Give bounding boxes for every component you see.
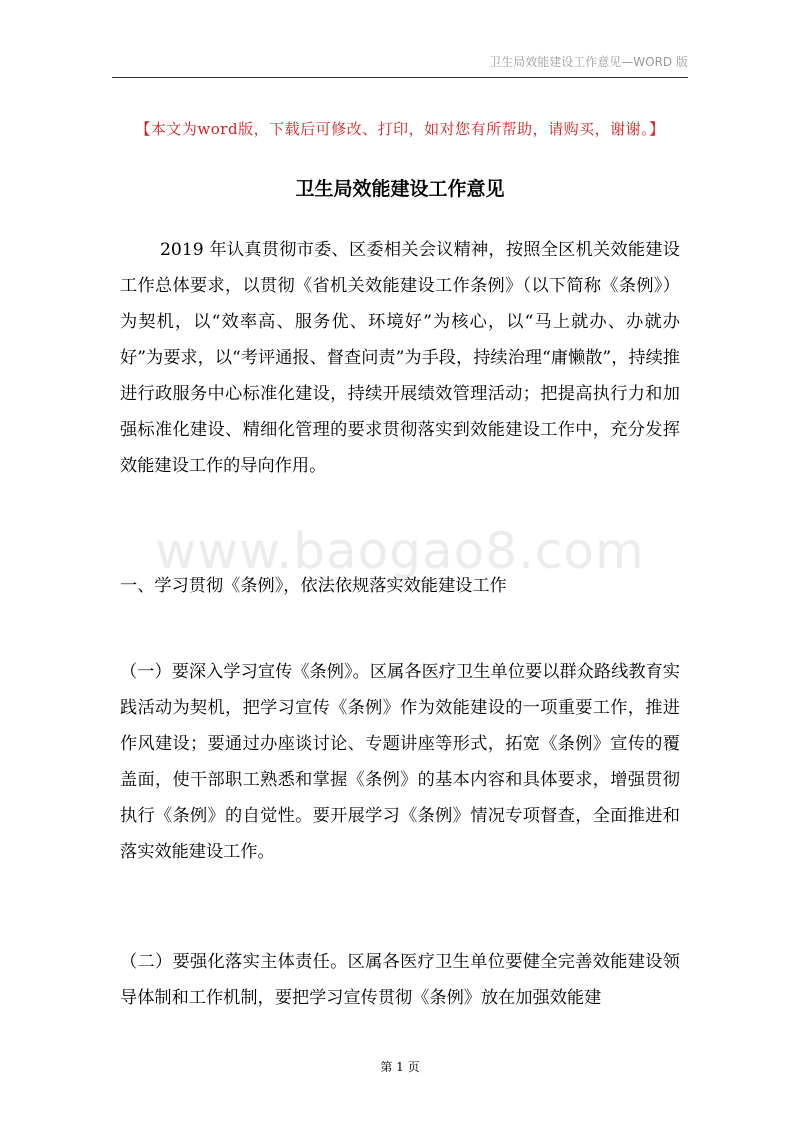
page-header: 卫生局效能建设工作意见—WORD 版	[489, 55, 688, 69]
paragraph-item-2: （二）要强化落实主体责任。区属各医疗卫生单位要健全完善效能建设领导体制和工作机制，要把学习宣传贯彻《条例》放在加强效能建	[120, 952, 680, 1008]
header-divider	[112, 77, 688, 78]
document-title: 卫生局效能建设工作意见	[295, 178, 505, 200]
paragraph-item-1: （一）要深入学习宣传《条例》。区属各医疗卫生单位要以群众路线教育实践活动为契机，把学习宣传《条例》作为效能建设的一项重要工作，推进作风建设；要通过办座谈讨论、专题讲座等形式，拓宽《条例》宣传的覆盖面，使干部职工熟悉和掌握《条例》的基本内容和具体要求，增强贯彻执行《条例》的自觉性。要开展学习《条例》情况专项督查，全面推进和落实效能建设工作。	[120, 662, 680, 862]
intro-paragraph: 2019 年认真贯彻市委、区委相关会议精神，按照全区机关效能建设工作总体要求，以贯彻《省机关效能建设工作条例》（以下简称《条例》）为契机，以“效率高、服务优、环境好”为核心，以“马上就办、办就办好”为要求，以“考评通报、督查问责”为手段，持续治理“庸懒散”，持续推进行政服务中心标准化建设，持续开展绩效管理活动；把提高执行力和加强标准化建设、精细化管理的要求贯彻落实到效能建设工作中，充分发挥效能建设工作的导向作用。	[120, 240, 680, 476]
page-number: 第 1 页	[380, 1060, 420, 1074]
section-heading-1: 一、学习贯彻《条例》，依法依规落实效能建设工作	[120, 576, 507, 596]
purchase-notice: 【本文为word版，下载后可修改、打印，如对您有所帮助，请购买，谢谢。】	[135, 120, 665, 138]
watermark: www.baogao8.com	[155, 522, 645, 580]
